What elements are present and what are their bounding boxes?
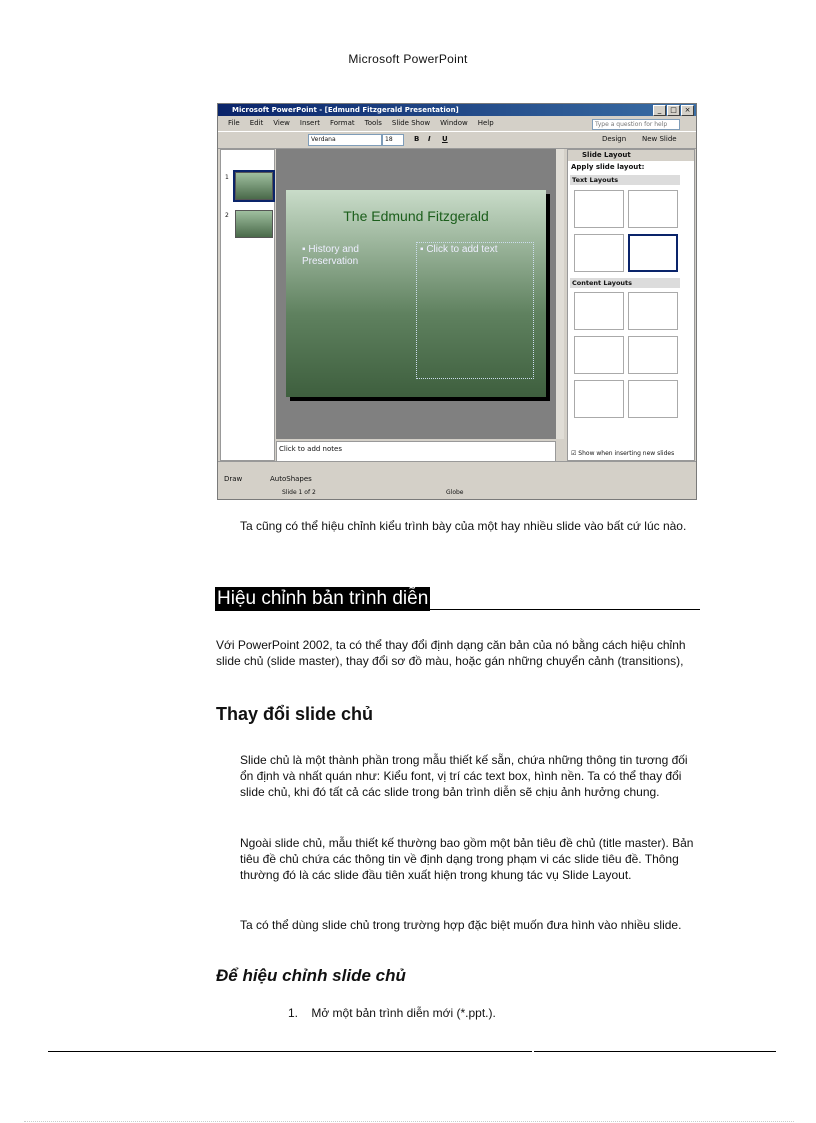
menu-insert[interactable]: Insert (299, 119, 320, 127)
slide-thumbnail-1[interactable] (235, 172, 273, 200)
menu-edit[interactable]: Edit (249, 119, 264, 127)
menu-help[interactable]: Help (477, 119, 494, 127)
slide-thumbnail-2[interactable] (235, 210, 273, 238)
screenshot-caption: Ta cũng có thể hiệu chỉnh kiểu trình bày của một hay nhiều slide vào bất cứ lúc nào. (240, 519, 687, 533)
minimize-icon[interactable]: _ (653, 105, 666, 116)
heading-rule (215, 609, 700, 610)
layout-title-content[interactable] (574, 336, 624, 374)
menu-tools[interactable]: Tools (364, 119, 382, 127)
step-text: Mở một bản trình diễn mới (*.ppt.). (311, 1006, 496, 1020)
close-icon[interactable]: × (681, 105, 694, 116)
font-name-select[interactable]: Verdana (308, 134, 382, 146)
slide-canvas[interactable] (286, 190, 546, 397)
menu-format[interactable]: Format (329, 119, 355, 127)
status-design-name: Globe (446, 489, 464, 496)
apply-layout-label: Apply slide layout: (571, 163, 645, 171)
slide-title[interactable]: The Edmund Fitzgerald (343, 208, 489, 224)
page-header: Microsoft PowerPoint (348, 52, 468, 66)
design-button[interactable]: Design (602, 135, 627, 143)
step-number: 1. (288, 1006, 299, 1020)
content-layouts-section: Content Layouts (570, 278, 680, 288)
help-search-input[interactable]: Type a question for help (592, 119, 680, 130)
notes-pane[interactable]: Click to add notes (276, 441, 556, 463)
paragraph-3: Ta có thể dùng slide chủ trong trường hợp đặc biệt muốn đưa hình vào nhiều slide. (240, 918, 682, 932)
menu-slideshow[interactable]: Slide Show (391, 119, 431, 127)
underline-icon[interactable]: U (442, 135, 448, 143)
layout-title-slide[interactable] (574, 190, 624, 228)
layout-blank[interactable] (574, 292, 624, 330)
paragraph-1: Slide chủ là một thành phần trong mẫu thiết kế sẵn, chứa những thông tin tương đối ổn định và nhất quán như: Kiểu font, vị trí các text box, hình nền. Ta có thể thay đổi slide chủ, khi đó tất cả các slide trong bản trình diễn sẽ chịu ảnh hưởng chung. (240, 753, 688, 799)
task-pane (567, 149, 695, 461)
page-edge (24, 1121, 794, 1122)
footer-rule-right (534, 1051, 776, 1052)
bold-icon[interactable]: B (414, 135, 420, 143)
procedure-heading: Để hiệu chỉnh slide chủ (216, 966, 406, 985)
bullet-right-text: Click to add text (426, 244, 498, 255)
powerpoint-screenshot (217, 103, 697, 500)
font-size-select[interactable]: 18 (382, 134, 404, 146)
slides-pane (220, 149, 275, 461)
layout-title-text[interactable] (574, 234, 624, 272)
window-controls (652, 105, 694, 116)
task-pane-title: Slide Layout (582, 151, 631, 159)
thumb-number: 1 (225, 174, 229, 181)
layout-text-content[interactable] (628, 380, 678, 418)
task-pane-header (568, 150, 694, 161)
footer-rule-left (48, 1051, 532, 1052)
menu-view[interactable]: View (273, 119, 290, 127)
layout-four-content[interactable] (574, 380, 624, 418)
maximize-icon[interactable]: □ (667, 105, 680, 116)
status-slide-count: Slide 1 of 2 (282, 489, 316, 496)
window-title: Microsoft PowerPoint - [Edmund Fitzgerald Presentation] (232, 106, 459, 114)
autoshapes-button[interactable]: AutoShapes (270, 475, 312, 483)
content-placeholder (416, 242, 534, 379)
status-bar (218, 487, 696, 499)
step-1 (288, 1006, 496, 1020)
paragraph-2: Ngoài slide chủ, mẫu thiết kế thường bao gồm một bản tiêu đề chủ (title master). Bản tiêu đề chủ chứa các thông tin về định dạng trong phạm vi các slide tiêu đề. Thông thường đó là các slide đầu tiên xuất hiện trong khung tác vụ Slide Layout. (240, 836, 694, 882)
show-when-label: Show when inserting new slides (578, 450, 675, 457)
menu-file[interactable]: File (228, 119, 240, 127)
bullet-left[interactable]: ▪ History and Preservation (302, 244, 359, 267)
menu-window[interactable]: Window (440, 119, 468, 127)
layout-two-content[interactable] (628, 336, 678, 374)
text-layouts-section: Text Layouts (570, 175, 680, 185)
section-heading: Hiệu chỉnh bản trình diễn (217, 588, 429, 609)
window-titlebar (218, 104, 696, 116)
bullet-left-text: History and Preservation (302, 244, 359, 267)
vertical-scrollbar[interactable] (556, 149, 564, 439)
new-slide-button[interactable]: New Slide (642, 135, 677, 143)
show-when-checkbox[interactable]: ☑ Show when inserting new slides (571, 450, 675, 457)
bullet-right[interactable]: ▪ Click to add text (420, 244, 498, 255)
draw-menu-button[interactable]: Draw (224, 475, 243, 483)
italic-icon[interactable]: I (428, 135, 431, 143)
layout-two-column[interactable] (628, 234, 678, 272)
thumb-number: 2 (225, 212, 229, 219)
intro-paragraph: Với PowerPoint 2002, ta có thể thay đổi định dạng căn bản của nó bằng cách hiệu chỉnh slide chủ (slide master), thay đổi sơ đồ màu, hoặc gán những chuyển cảnh (transitions), (216, 638, 686, 668)
layout-content[interactable] (628, 292, 678, 330)
drawing-toolbar (218, 461, 696, 487)
layout-title-only[interactable] (628, 190, 678, 228)
subheading: Thay đổi slide chủ (216, 704, 374, 724)
